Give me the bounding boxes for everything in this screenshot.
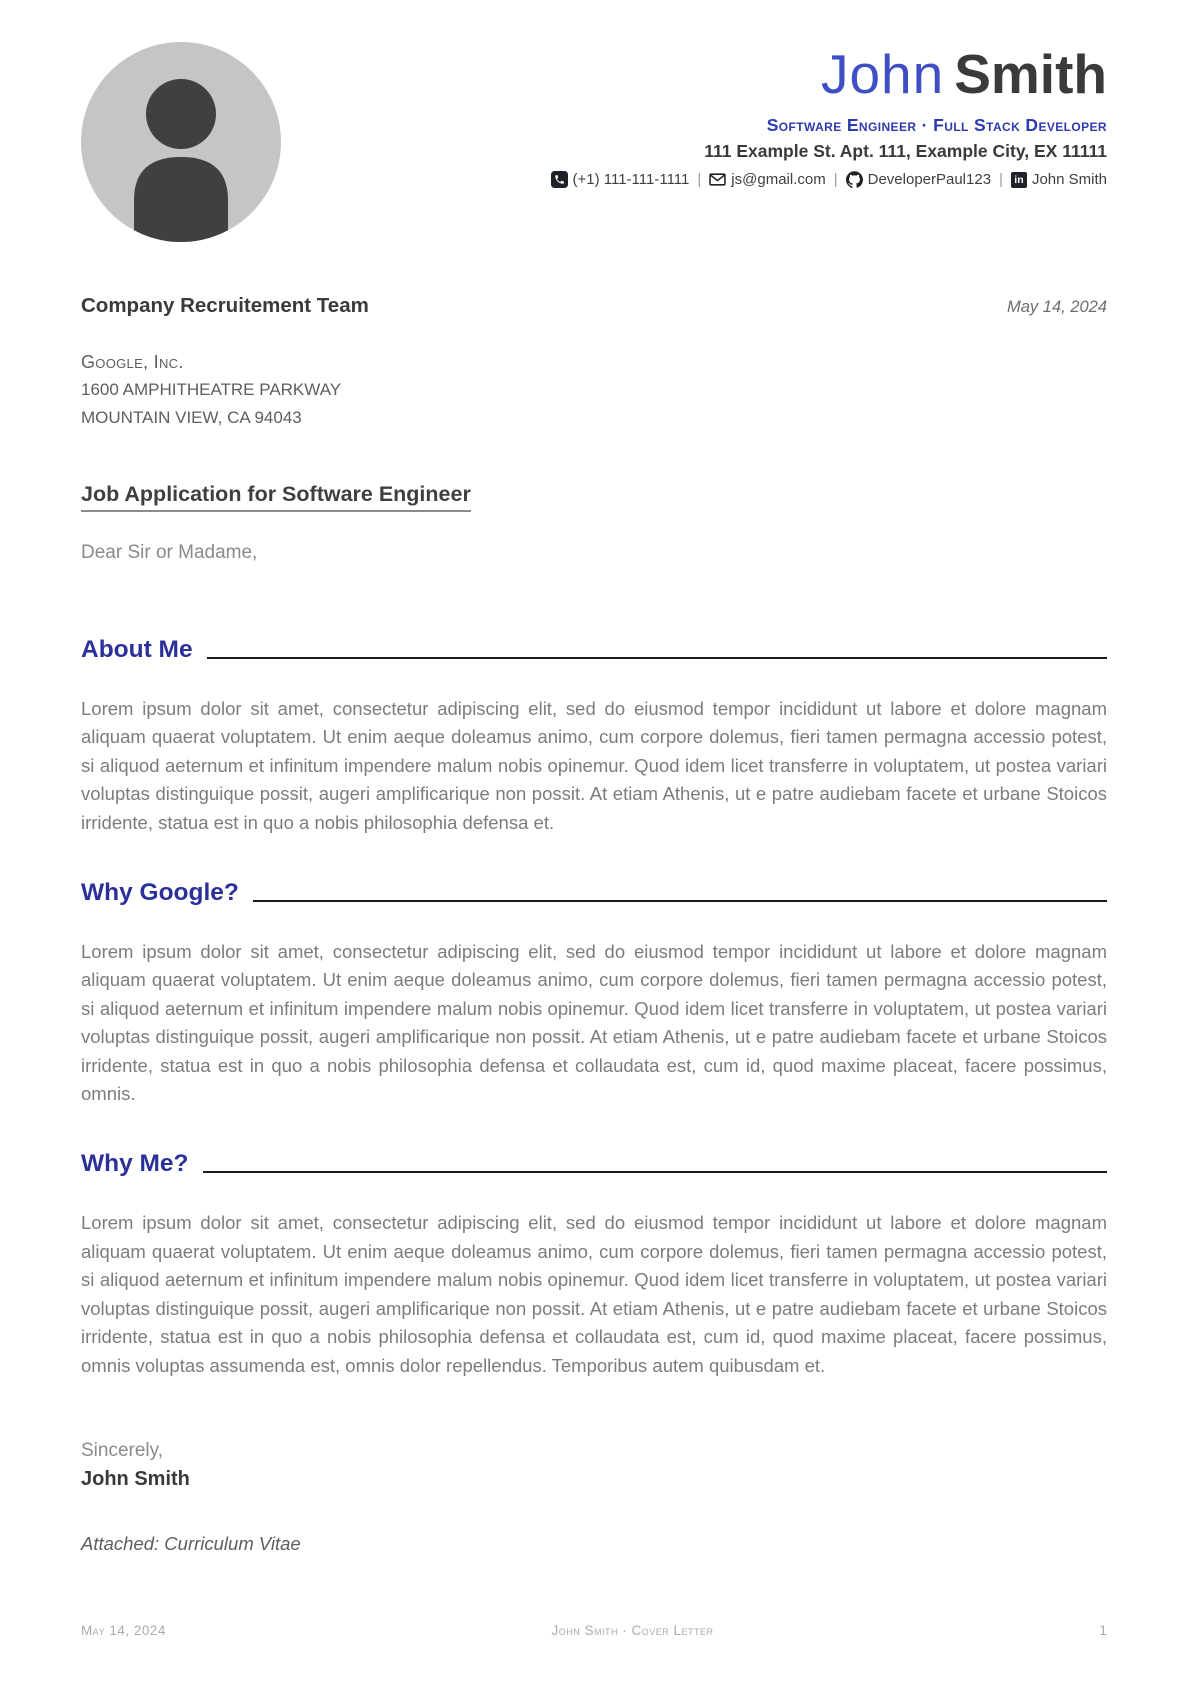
attachment-note: Attached: Curriculum Vitae [81,1532,301,1554]
contact-separator: | [697,171,702,189]
section-rule [253,900,1107,902]
section-body: Lorem ipsum dolor sit amet, consectetur adipiscing elit, sed do eiusmod tempor incididunt ut labore et dolore magnam aliquam quaerat voluptatem. Ut enim aeque doleamus animo, cum corpore dolemus, fieri tamen permagna accessio potest, si aliquod aeternum et infinitum impendere malum nobis opinemur. Quod idem licet transferre in voluptatem, ut postea variari voluptas distinguique possit, augeri amplificarique non possit. At etiam Athenis, ut e patre audiebam facete et urbane Stoicos irridente, statua est in quo a nobis philosophia defensa et. [81,698,1107,833]
section-why-google [81,879,1107,1108]
section-title: About Me [81,636,193,663]
salutation: Dear Sir or Madame, [81,542,258,563]
company-address-line2: MOUNTAIN VIEW, CA 94043 [81,408,302,427]
github-icon [846,171,863,188]
company-address-line1: 1600 AMPHITHEATRE PARKWAY [81,380,342,399]
section-rule [203,1171,1107,1173]
section-header [81,1150,1107,1178]
email-address: js@gmail.com [731,171,826,189]
email-contact[interactable] [709,171,825,188]
header-identity [551,42,1108,188]
full-name [551,43,1108,105]
section-rule [207,657,1107,659]
signature-name: John Smith [81,1467,190,1490]
section-body: Lorem ipsum dolor sit amet, consectetur adipiscing elit, sed do eiusmod tempor incididunt ut labore et dolore magnam aliquam quaerat voluptatem. Ut enim aeque doleamus animo, cum corpore dolemus, fieri tamen permagna accessio potest, si aliquod aeternum et infinitum impendere malum nobis opinemur. Quod idem licet transferre in voluptatem, ut postea variari voluptas distinguique possit, augeri amplificarique non possit. At etiam Athenis, ut e patre audiebam facete et urbane Stoicos irridente, statua est in quo a nobis philosophia defensa et collaudata est, cum id, quod maxime placeat, facere possimus, omnis voluptas assumenda est, omnis dolor repellendus. Temporibus autem quibusdam et. [81,1212,1107,1376]
street-address: 111 Example St. Apt. 111, Example City, EX 11111 [704,141,1107,162]
section-header [81,879,1107,907]
section-about-me [81,636,1107,837]
job-titles: Software Engineer · Full Stack Developer [766,115,1107,136]
avatar [81,42,281,242]
section-title: Why Google? [81,879,239,907]
last-name: Smith [954,43,1107,105]
footer-title: John Smith · Cover Letter [551,1623,714,1638]
email-icon [709,171,726,188]
phone-number: (+1) 111-111-1111 [572,171,690,189]
section-body: Lorem ipsum dolor sit amet, consectetur adipiscing elit, sed do eiusmod tempor incididunt ut labore et dolore magnam aliquam quaerat voluptatem. Ut enim aeque doleamus animo, cum corpore dolemus, fieri tamen permagna accessio potest, si aliquod aeternum et infinitum impendere malum nobis opinemur. Quod idem licet transferre in voluptatem, ut postea variari voluptas distinguique possit, augeri amplificarique non possit. At etiam Athenis, ut e patre audiebam facete et urbane Stoicos irridente, statua est in quo a nobis philosophia defensa et collaudata est, cum id, quod maxime placeat, facere possimus, omnis. [81,941,1107,1105]
recipient-row [81,294,1107,318]
recipient-address-block [81,348,1107,432]
linkedin-name: John Smith [1031,171,1107,189]
contact-row [551,171,1108,188]
section-header [81,636,1107,664]
letter-date: May 14, 2024 [1007,298,1107,316]
github-username: DeveloperPaul123 [867,171,992,189]
page-footer [81,1622,1107,1638]
first-name: John [820,43,945,105]
header [81,42,1107,250]
contact-separator: | [833,171,838,189]
section-why-me [81,1150,1107,1379]
footer-page-number: 1 [1099,1622,1107,1638]
linkedin-contact[interactable] [1011,171,1107,188]
footer-date: May 14, 2024 [81,1623,166,1638]
phone-icon [551,171,568,188]
contact-separator: | [999,171,1003,189]
phone-contact[interactable] [551,171,690,188]
recipient-name: Company Recruitement Team [81,294,369,317]
company-name: Google, Inc. [81,352,184,372]
github-contact[interactable] [846,171,991,188]
section-title: Why Me? [81,1150,189,1178]
letter-subject: Job Application for Software Engineer [81,482,471,512]
linkedin-icon: in [1011,172,1027,188]
closing: Sincerely, [81,1439,164,1461]
